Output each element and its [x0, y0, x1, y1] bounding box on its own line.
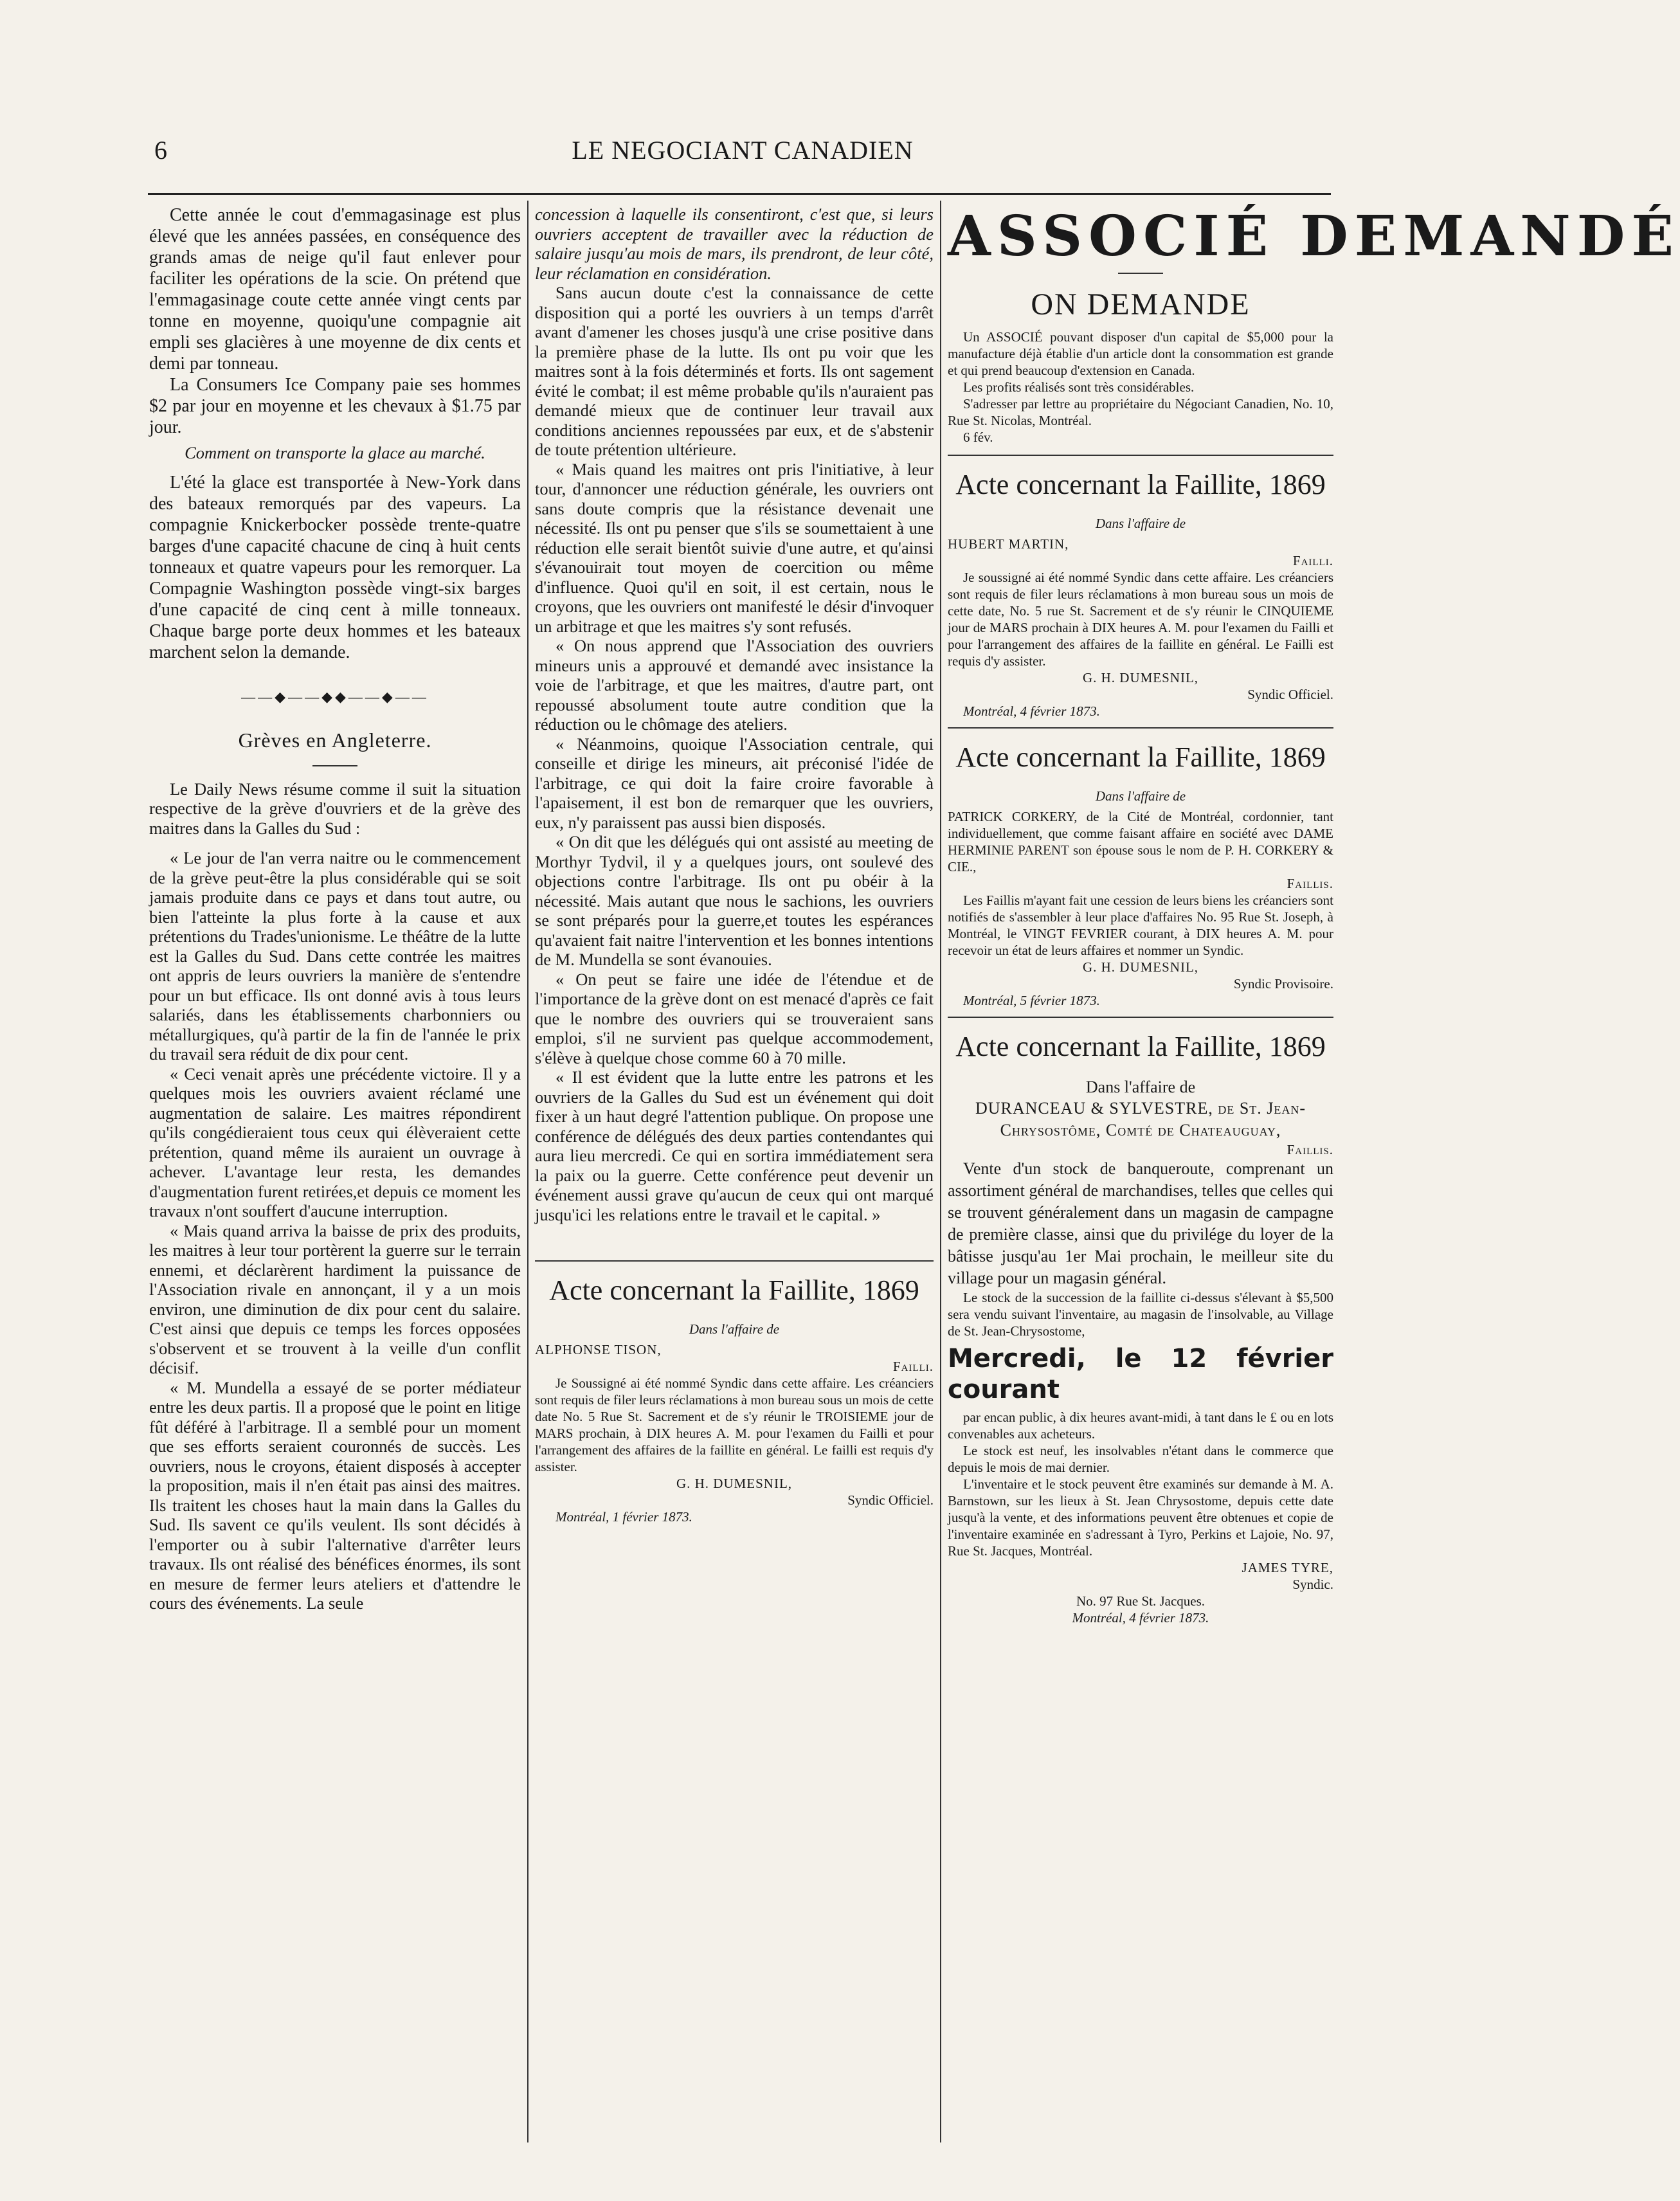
short-rule	[1118, 273, 1163, 274]
notice-signer: JAMES TYRE,	[1242, 1560, 1333, 1575]
article-paragraph: Le Daily News résume comme il suit la situation respective de la grève d'ouvriers et de la grève des maitres dans la Galles du Sud :	[149, 779, 521, 838]
notice-name: PATRICK CORKERY, de la Cité de Montréal, cordonnier, tant individuellement, que comme faisant affaire en société avec DAME HERMINIE PARENT son épouse sous le nom de P. H. CORKERY & CIE.,	[948, 809, 1333, 874]
notice-affaire: Dans l'affaire de	[1095, 516, 1186, 531]
short-rule	[312, 765, 357, 766]
notice-name: HUBERT MARTIN,	[948, 536, 1069, 552]
notice-date: Montréal, 5 février 1873.	[963, 993, 1100, 1008]
notice-text: Le stock est neuf, les insolvables n'étant dans le commerce que depuis le mois de mai dernier.	[948, 1443, 1333, 1475]
notice-role: Syndic.	[1292, 1577, 1333, 1592]
notice-title: Acte concernant la Faillite, 1869	[955, 1031, 1326, 1062]
article-heading: Grèves en Angleterre.	[238, 728, 432, 752]
page-header	[154, 135, 1331, 174]
notice-signer: G. H. DUMESNIL,	[676, 1476, 793, 1491]
column-3	[948, 204, 1680, 2140]
notice-address: No. 97 Rue St. Jacques.	[1076, 1593, 1206, 1609]
notice-date: Montréal, 4 février 1873.	[1072, 1610, 1209, 1626]
article-paragraph: concession à laquelle ils consentiront, c'est que, si leurs ouvriers acceptent de travailler avec la réduction de salaire jusqu'au mois de mars, ils prendront, de leur côté, leur réclamation en considération.	[535, 204, 934, 283]
notice-status: Failli.	[892, 1359, 934, 1374]
ad-title: ASSOCIÉ DEMANDÉ	[948, 204, 1680, 269]
ad-date: 6 fév.	[963, 430, 993, 445]
article-paragraph: « Mais quand arriva la baisse de prix des produits, les maitres à leur tour portèrent la guerre sur le terrain ennemi, et déclarèrent hardiment la puissance de l'Association rivale en annonçant, il y a un mois environ, une diminution de dix pour cent du salaire. C'est ainsi que depuis ce temps les forces opposées s'observent et se trouvent à la veille d'un conflit décisif.	[149, 1220, 521, 1377]
notice-role: Syndic Officiel.	[847, 1492, 934, 1508]
section-ornament: ——◆——◆◆——◆——	[241, 688, 429, 705]
column-rule-2	[940, 201, 941, 2142]
ad-subtitle: ON DEMANDE	[1031, 287, 1251, 322]
notice-title: Acte concernant la Faillite, 1869	[955, 469, 1326, 500]
notice-status: Faillis.	[1287, 1142, 1333, 1157]
ad-paragraph: Les profits réalisés sont très considérables.	[963, 379, 1195, 395]
article-paragraph: « M. Mundella a essayé de se porter médiateur entre les deux partis. Il a proposé que le point en litige fût déféré à l'arbitrage. Il a semblé pour un moment que ses efforts seraient couronnés de succès. Les ouvriers, nous le croyons, étaient disposés à accepter la proposition, mais il n'en était pas ainsi des maitres. Ils traitent les choses haut la main dans la Galles du Sud. Ils savent ce qu'ils veulent. Ils sont décidés à l'emporter ou à subir l'alternative d'arrêter leurs travaux. Ils ont réalisé des bénéfices énormes, ils sont en mesure de fermer leurs ateliers et d'attendre le cours des événements. La seule	[149, 1377, 521, 1613]
notice-status: Faillis.	[1287, 876, 1333, 891]
notice-text: Les Faillis m'ayant fait une cession de leurs biens les créanciers sont notifiés de s'assembler à leur place d'affaires No. 95 Rue St. Joseph, à Montréal, le VINGT FEVRIER courant, à DIX heures A. M. pour recevoir un état de leurs affaires et nommer un Syndic.	[948, 892, 1333, 958]
column-2	[535, 204, 934, 2140]
notice-text: Le stock de la succession de la faillite ci-dessus s'élevant à $5,500 sera vendu suivant l'inventaire, au magasin de l'insolvable, au Village de St. Jean-Chrysostome,	[948, 1290, 1333, 1339]
newspaper-title: LE NEGOCIANT CANADIEN	[572, 136, 914, 165]
notice-role: Syndic Provisoire.	[1233, 976, 1333, 992]
notice-signer: G. H. DUMESNIL,	[1082, 670, 1199, 685]
notice-text: Vente d'un stock de banqueroute, comprenant un assortiment général de marchandises, telles que celles qui se trouvent généralement dans un magasin de campagne de première classe, ainsi que du privilége du loyer de la bâtisse jusqu'au 1er Mai prochain, le meilleur site du village pour un magasin général.	[948, 1159, 1333, 1287]
bankruptcy-notice	[535, 1260, 934, 1525]
notice-date: Montréal, 1 février 1873.	[555, 1509, 692, 1525]
notice-affaire: Dans l'affaire de	[1085, 1078, 1196, 1096]
article-paragraph: « On nous apprend que l'Association des ouvriers mineurs unis a approuvé et demandé avec insistance la voie de l'arbitrage, et que les maitres, d'autre part, ont repoussé absolument toute autre condition que la réduction ou le chômage des ateliers.	[535, 636, 934, 734]
ad-paragraph: Un ASSOCIÉ pouvant disposer d'un capital de $5,000 pour la manufacture déjà établie d'un article dont la consommation est grande et qui prend beaucoup d'extension en Canada.	[948, 329, 1333, 378]
bankruptcy-sale-notice	[948, 1017, 1333, 1626]
article-subheading: Comment on transporte la glace au marché.	[185, 443, 485, 462]
article-paragraph: « Le jour de l'an verra naitre ou le commencement de la grève peut-être la plus considérable qui se soit jamais produite dans ce pays et dans tout autre, ou bien l'atteinte la plus forte à la cause et aux prétentions du Trades'unionisme. Le théâtre de la lutte est la Galles du Sud. Dans cette contrée les maitres ont appris de leurs ouvriers la manière de s'entendre pour un but efficace. Ils ont donné avis à tous leurs salariés, dans les établissements charbonniers ou métallurgiques, qu'à partir de la fin de l'année le prix du travail sera réduit de dix pour cent.	[149, 848, 521, 1064]
sale-date-headline: Mercredi, le 12 février courant	[948, 1344, 1333, 1404]
notice-affaire: Dans l'affaire de	[1095, 788, 1186, 804]
page-number: 6	[154, 136, 167, 165]
article-paragraph: « Mais quand les maitres ont pris l'initiative, à leur tour, d'annoncer une réduction générale, les ouvriers ont sans doute compris que la résistance devenait une nécessité. Ils ont pu penser que s'ils se soumettaient à une réduction elle serait bientôt suivie d'une autre, et qu'ainsi s'évanouirait tout moyen de coercition ou même d'influence. Quoi qu'il en soit, il est certain, nous le croyons, que les ouvriers ont manifesté le désir d'invoquer un arbitrage et que les maitres s'y sont refusés.	[535, 459, 934, 636]
notice-text: L'inventaire et le stock peuvent être examinés sur demande à M. A. Barnstown, sur les lieux à St. Jean Chrysostome, depuis cette date jusqu'à la vente, et des informations peuvent être obtenues et copie de l'inventaire examinée en s'adressant à Tyro, Perkins et Lajoie, No. 97, Rue St. Jacques, Montréal.	[948, 1476, 1333, 1559]
notice-name: DURANCEAU & SYLVESTRE, de St. Jean-Chrysostôme, Comté de Chateauguay,	[975, 1099, 1306, 1139]
article-paragraph: « On peut se faire une idée de l'étendue et de l'importance de la grève dont on est menacé d'après ce fait que le nombre des ouvriers qui se trouveraient sans emploi, s'il ne survient pas quelque accommodement, s'élève à quelque chose comme 60 à 70 mille.	[535, 969, 934, 1067]
notice-status: Failli.	[1292, 553, 1333, 568]
column-1	[149, 204, 521, 2140]
article-paragraph: L'été la glace est transportée à New-York dans des bateaux remorqués par des vapeurs. La compagnie Knickerbocker possède trente-quatre barges d'une capacité chacune de cinq à huit cents tonneaux et quatre vapeurs pour les remorquer. La Compagnie Washington possède vingt-six barges d'une capacité de cinq cent à mille tonneaux. Chaque barge porte deux hommes et les bateaux marchent selon la demande.	[149, 472, 521, 662]
notice-signer: G. H. DUMESNIL,	[1082, 959, 1199, 975]
notice-text: Je soussigné ai été nommé Syndic dans cette affaire. Les créanciers sont requis de filer leurs réclamations à mon bureau sous un mois de cette date, No. 5 rue St. Sacrement et de s'y réunir le CINQUIEME jour de MARS prochain à DIX heures A. M. pour l'examen du Failli et pour l'arrangement des affaires de la faillite en général. Le Failli est requis d'y assister.	[948, 570, 1333, 669]
notice-role: Syndic Officiel.	[1247, 687, 1333, 702]
notice-name: ALPHONSE TISON,	[535, 1342, 662, 1357]
notice-title: Acte concernant la Faillite, 1869	[549, 1274, 919, 1306]
notice-title: Acte concernant la Faillite, 1869	[955, 741, 1326, 773]
ad-paragraph: S'adresser par lettre au propriétaire du Négociant Canadien, No. 10, Rue St. Nicolas, Montréal.	[948, 396, 1333, 428]
notice-text: par encan public, à dix heures avant-midi, à tant dans le £ ou en lots convenables aux acheteurs.	[948, 1409, 1333, 1442]
article-paragraph: La Consumers Ice Company paie ses hommes $2 par jour en moyenne et les chevaux à $1.75 par jour.	[149, 375, 521, 437]
bankruptcy-notice	[948, 727, 1333, 1009]
notice-date: Montréal, 4 février 1873.	[963, 703, 1100, 719]
article-paragraph: Sans aucun doute c'est la connaissance de cette disposition qui a porté les ouvriers à un temps d'arrêt avant d'amener les choses jusqu'à une crise positive dans la première phase de la lutte. Ils ont pu voir que les maitres sont à la fois déterminés et forts. Ils ont sagement évité le combat; il est même probable qu'ils n'auraient pas demandé mieux que de continuer leur travail aux conditions anciennes repoussées par eux, et de s'abstenir de toute prétention ultérieure.	[535, 283, 934, 459]
notice-affaire: Dans l'affaire de	[689, 1321, 780, 1337]
bankruptcy-notice	[948, 455, 1333, 720]
article-paragraph: « On dit que les délégués qui ont assisté au meeting de Morthyr Tydvil, il y a quelques jours, ont soulevé des objections contre l'arbitrage. Ils ont pu obéir à la nécessité. Mais autant que nous le sachions, les ouvriers se sont préparés pour la guerre,et toutes les espérances qu'avaient fait naitre l'intervention et les bonnes intentions de M. Mundella se sont évanouies.	[535, 832, 934, 969]
header-rule	[148, 193, 1331, 195]
article-paragraph: « Néanmoins, quoique l'Association centrale, qui conseille et dirige les mineurs, ait préconisé l'idée de l'arbitrage, ce qui doit la faire croire favorable à l'apaisement, il est bon de remarquer que les ouvriers, eux, n'y paraissent pas aussi bien disposés.	[535, 734, 934, 832]
article-paragraph: « Ceci venait après une précédente victoire. Il y a quelques mois les ouvriers avaient réclamé une augmentation de salaire. Les maitres répondirent qu'ils congédieraient tous ceux qui élèveraient cette prétention, quand même ils auraient un ouvrage à achever. L'avantage leur resta, les demandes d'augmentation furent retirées,et depuis ce moment les travaux n'ont souffert d'aucune interruption.	[149, 1064, 521, 1220]
notice-text: Je Soussigné ai été nommé Syndic dans cette affaire. Les créanciers sont requis de filer leurs réclamations à mon bureau sous un mois de cette date No. 5 Rue St. Sacrement et de s'y réunir le TROISIEME jour de MARS prochain, à DIX heures A. M. pour l'examen du Failli et pour l'arrangement des affaires de la faillite en général. Le failli est requis d'y assister.	[535, 1375, 934, 1474]
partner-wanted-ad	[948, 204, 1680, 446]
column-rule-1	[527, 201, 528, 2142]
article-paragraph: Cette année le cout d'emmagasinage est plus élevé que les années passées, en conséquence des grands amas de neige qu'il faut enlever pour faciliter les opérations de la scie. On prétend que l'emmagasinage coute cette année vingt cents par tonne en moyenne, quoiqu'une compagnie ait empli ses glacières à une moyenne de dix cents et demi par tonneau.	[149, 205, 521, 374]
article-paragraph: « Il est évident que la lutte entre les patrons et les ouvriers de la Galles du Sud est un événement qui doit fixer à un haut degré l'attention publique. On propose une conférence de délégués des deux parties contendantes qui aura lieu mercredi. Ce qui en sortira immédiatement sera la paix ou la guerre. Cette conférence peut devenir un événement aussi grave qu'aucun de ceux qui ont marqué jusqu'ici les relations entre le travail et le capital. »	[535, 1067, 934, 1224]
